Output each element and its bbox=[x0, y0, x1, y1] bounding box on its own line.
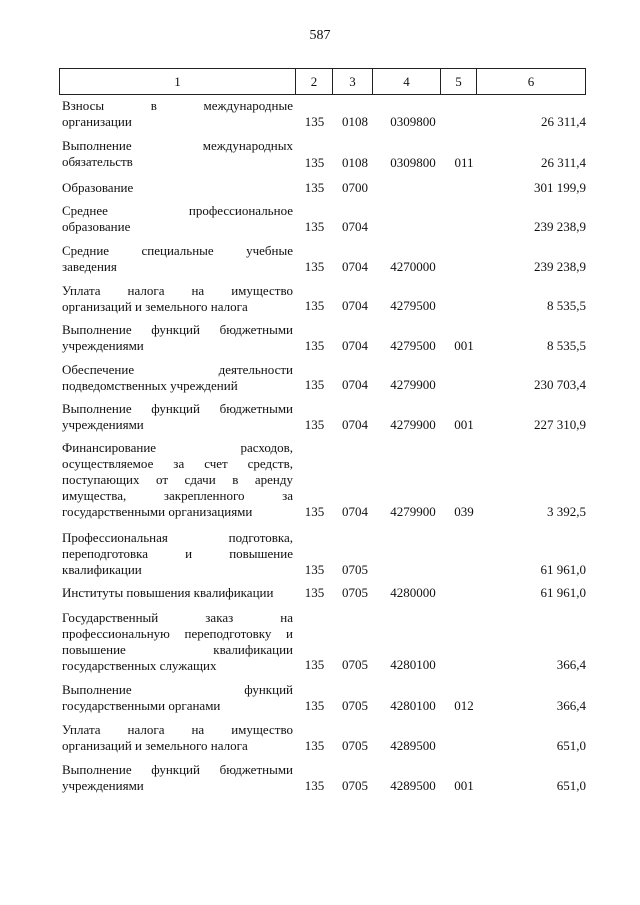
description-line: учреждениями bbox=[62, 778, 144, 793]
description-line: Среднее профессиональное bbox=[62, 203, 293, 218]
table-header bbox=[59, 68, 586, 95]
description-line: Институты повышения квалификации bbox=[62, 585, 274, 600]
cell-col-3: 0705 bbox=[342, 562, 368, 577]
cell-col-4: 4279500 bbox=[390, 338, 436, 353]
description-line: образование bbox=[62, 219, 131, 234]
description-line: Финансирование расходов, bbox=[62, 440, 293, 455]
cell-col-5: 001 bbox=[454, 338, 474, 353]
header-col-3: 3 bbox=[333, 69, 373, 95]
cell-col-2: 135 bbox=[304, 698, 325, 713]
description-line: Обеспечение деятельности bbox=[62, 362, 293, 377]
cell-col-3: 0704 bbox=[342, 417, 368, 432]
cell-col-3: 0705 bbox=[342, 585, 368, 600]
cell-col-6: 61 961,0 bbox=[540, 562, 586, 577]
page-number: 587 bbox=[309, 28, 331, 43]
description-line: Выполнение функций бюджетными bbox=[62, 322, 293, 337]
row-description bbox=[62, 283, 293, 315]
description-line: подведомственных учреждений bbox=[62, 378, 238, 393]
description-line: Средние специальные учебные bbox=[62, 243, 293, 258]
cell-col-2: 135 bbox=[304, 155, 325, 170]
description-line: поступающих от сдачи в аренду bbox=[62, 472, 293, 487]
cell-col-2: 135 bbox=[304, 657, 325, 672]
cell-col-2: 135 bbox=[304, 259, 325, 274]
row-description bbox=[62, 440, 293, 520]
cell-col-6: 8 535,5 bbox=[547, 338, 586, 353]
description-line: организации bbox=[62, 114, 132, 129]
cell-col-3: 0705 bbox=[342, 738, 368, 753]
description-line: переподготовка и повышение bbox=[62, 546, 293, 561]
cell-col-6: 651,0 bbox=[556, 738, 586, 753]
cell-col-3: 0108 bbox=[342, 155, 368, 170]
cell-col-6: 227 310,9 bbox=[534, 417, 586, 432]
header-col-6: 6 bbox=[477, 69, 586, 95]
cell-col-4: 0309800 bbox=[390, 155, 436, 170]
row-description bbox=[62, 362, 293, 394]
cell-col-5: 001 bbox=[454, 778, 474, 793]
row-description bbox=[62, 322, 293, 354]
description-line: осуществляемое за счет средств, bbox=[62, 456, 293, 471]
cell-col-3: 0700 bbox=[342, 180, 368, 195]
cell-col-4: 4279500 bbox=[390, 298, 436, 313]
description-line: Образование bbox=[62, 180, 134, 195]
cell-col-2: 135 bbox=[304, 778, 325, 793]
row-description bbox=[62, 203, 293, 235]
cell-col-4: 0309800 bbox=[390, 114, 436, 129]
description-line: организаций и земельного налога bbox=[62, 299, 248, 314]
description-line: повышение квалификации bbox=[62, 642, 293, 657]
cell-col-4: 4280000 bbox=[390, 585, 436, 600]
description-line: имущества, закрепленного за bbox=[62, 488, 293, 503]
cell-col-3: 0704 bbox=[342, 298, 368, 313]
header-col-5: 5 bbox=[441, 69, 477, 95]
cell-col-3: 0705 bbox=[342, 778, 368, 793]
cell-col-5: 012 bbox=[454, 698, 474, 713]
cell-col-2: 135 bbox=[304, 504, 325, 519]
cell-col-6: 8 535,5 bbox=[547, 298, 586, 313]
cell-col-3: 0705 bbox=[342, 698, 368, 713]
description-line: Выполнение международных bbox=[62, 138, 293, 153]
row-description bbox=[62, 585, 293, 601]
cell-col-2: 135 bbox=[304, 338, 325, 353]
description-line: государственными организациями bbox=[62, 504, 253, 519]
cell-col-6: 3 392,5 bbox=[547, 504, 586, 519]
row-description bbox=[62, 682, 293, 714]
cell-col-3: 0704 bbox=[342, 377, 368, 392]
description-line: организаций и земельного налога bbox=[62, 738, 248, 753]
cell-col-4: 4289500 bbox=[390, 738, 436, 753]
cell-col-3: 0108 bbox=[342, 114, 368, 129]
cell-col-6: 61 961,0 bbox=[540, 585, 586, 600]
cell-col-6: 230 703,4 bbox=[534, 377, 586, 392]
header-col-4: 4 bbox=[373, 69, 441, 95]
cell-col-4: 4279900 bbox=[390, 417, 436, 432]
description-line: Уплата налога на имущество bbox=[62, 722, 293, 737]
cell-col-3: 0704 bbox=[342, 338, 368, 353]
cell-col-5: 001 bbox=[454, 417, 474, 432]
row-description bbox=[62, 530, 293, 578]
cell-col-4: 4279900 bbox=[390, 504, 436, 519]
description-line: квалификации bbox=[62, 562, 142, 577]
description-line: обязательств bbox=[62, 154, 133, 169]
cell-col-4: 4280100 bbox=[390, 657, 436, 672]
row-description bbox=[62, 180, 293, 196]
description-line: Уплата налога на имущество bbox=[62, 283, 293, 298]
cell-col-6: 301 199,9 bbox=[534, 180, 586, 195]
cell-col-2: 135 bbox=[304, 377, 325, 392]
description-line: государственными органами bbox=[62, 698, 221, 713]
cell-col-4: 4280100 bbox=[390, 698, 436, 713]
description-line: государственных служащих bbox=[62, 658, 217, 673]
cell-col-2: 135 bbox=[304, 180, 325, 195]
cell-col-4: 4279900 bbox=[390, 377, 436, 392]
cell-col-2: 135 bbox=[304, 114, 325, 129]
cell-col-3: 0704 bbox=[342, 219, 368, 234]
cell-col-5: 039 bbox=[454, 504, 474, 519]
cell-col-3: 0705 bbox=[342, 657, 368, 672]
cell-col-6: 26 311,4 bbox=[540, 155, 586, 170]
description-line: Государственный заказ на bbox=[62, 610, 293, 625]
cell-col-4: 4270000 bbox=[390, 259, 436, 274]
cell-col-4: 4289500 bbox=[390, 778, 436, 793]
row-description bbox=[62, 610, 293, 674]
description-line: Профессиональная подготовка, bbox=[62, 530, 293, 545]
cell-col-6: 26 311,4 bbox=[540, 114, 586, 129]
header-col-1: 1 bbox=[60, 69, 296, 95]
cell-col-2: 135 bbox=[304, 298, 325, 313]
row-description bbox=[62, 98, 293, 130]
cell-col-2: 135 bbox=[304, 562, 325, 577]
description-line: учреждениями bbox=[62, 338, 144, 353]
header-col-2: 2 bbox=[296, 69, 333, 95]
cell-col-2: 135 bbox=[304, 219, 325, 234]
cell-col-6: 651,0 bbox=[556, 778, 586, 793]
description-line: профессиональную переподготовку и bbox=[62, 626, 293, 641]
row-description bbox=[62, 401, 293, 433]
description-line: Взносы в международные bbox=[62, 98, 293, 113]
description-line: Выполнение функций bbox=[62, 682, 293, 697]
cell-col-2: 135 bbox=[304, 738, 325, 753]
row-description bbox=[62, 138, 293, 170]
row-description bbox=[62, 762, 293, 794]
row-description bbox=[62, 243, 293, 275]
cell-col-6: 239 238,9 bbox=[534, 259, 586, 274]
cell-col-2: 135 bbox=[304, 585, 325, 600]
cell-col-6: 366,4 bbox=[556, 698, 586, 713]
cell-col-6: 366,4 bbox=[556, 657, 586, 672]
cell-col-3: 0704 bbox=[342, 504, 368, 519]
description-line: Выполнение функций бюджетными bbox=[62, 401, 293, 416]
cell-col-5: 011 bbox=[454, 155, 474, 170]
cell-col-2: 135 bbox=[304, 417, 325, 432]
cell-col-6: 239 238,9 bbox=[534, 219, 586, 234]
description-line: Выполнение функций бюджетными bbox=[62, 762, 293, 777]
description-line: учреждениями bbox=[62, 417, 144, 432]
cell-col-3: 0704 bbox=[342, 259, 368, 274]
row-description bbox=[62, 722, 293, 754]
description-line: заведения bbox=[62, 259, 117, 274]
